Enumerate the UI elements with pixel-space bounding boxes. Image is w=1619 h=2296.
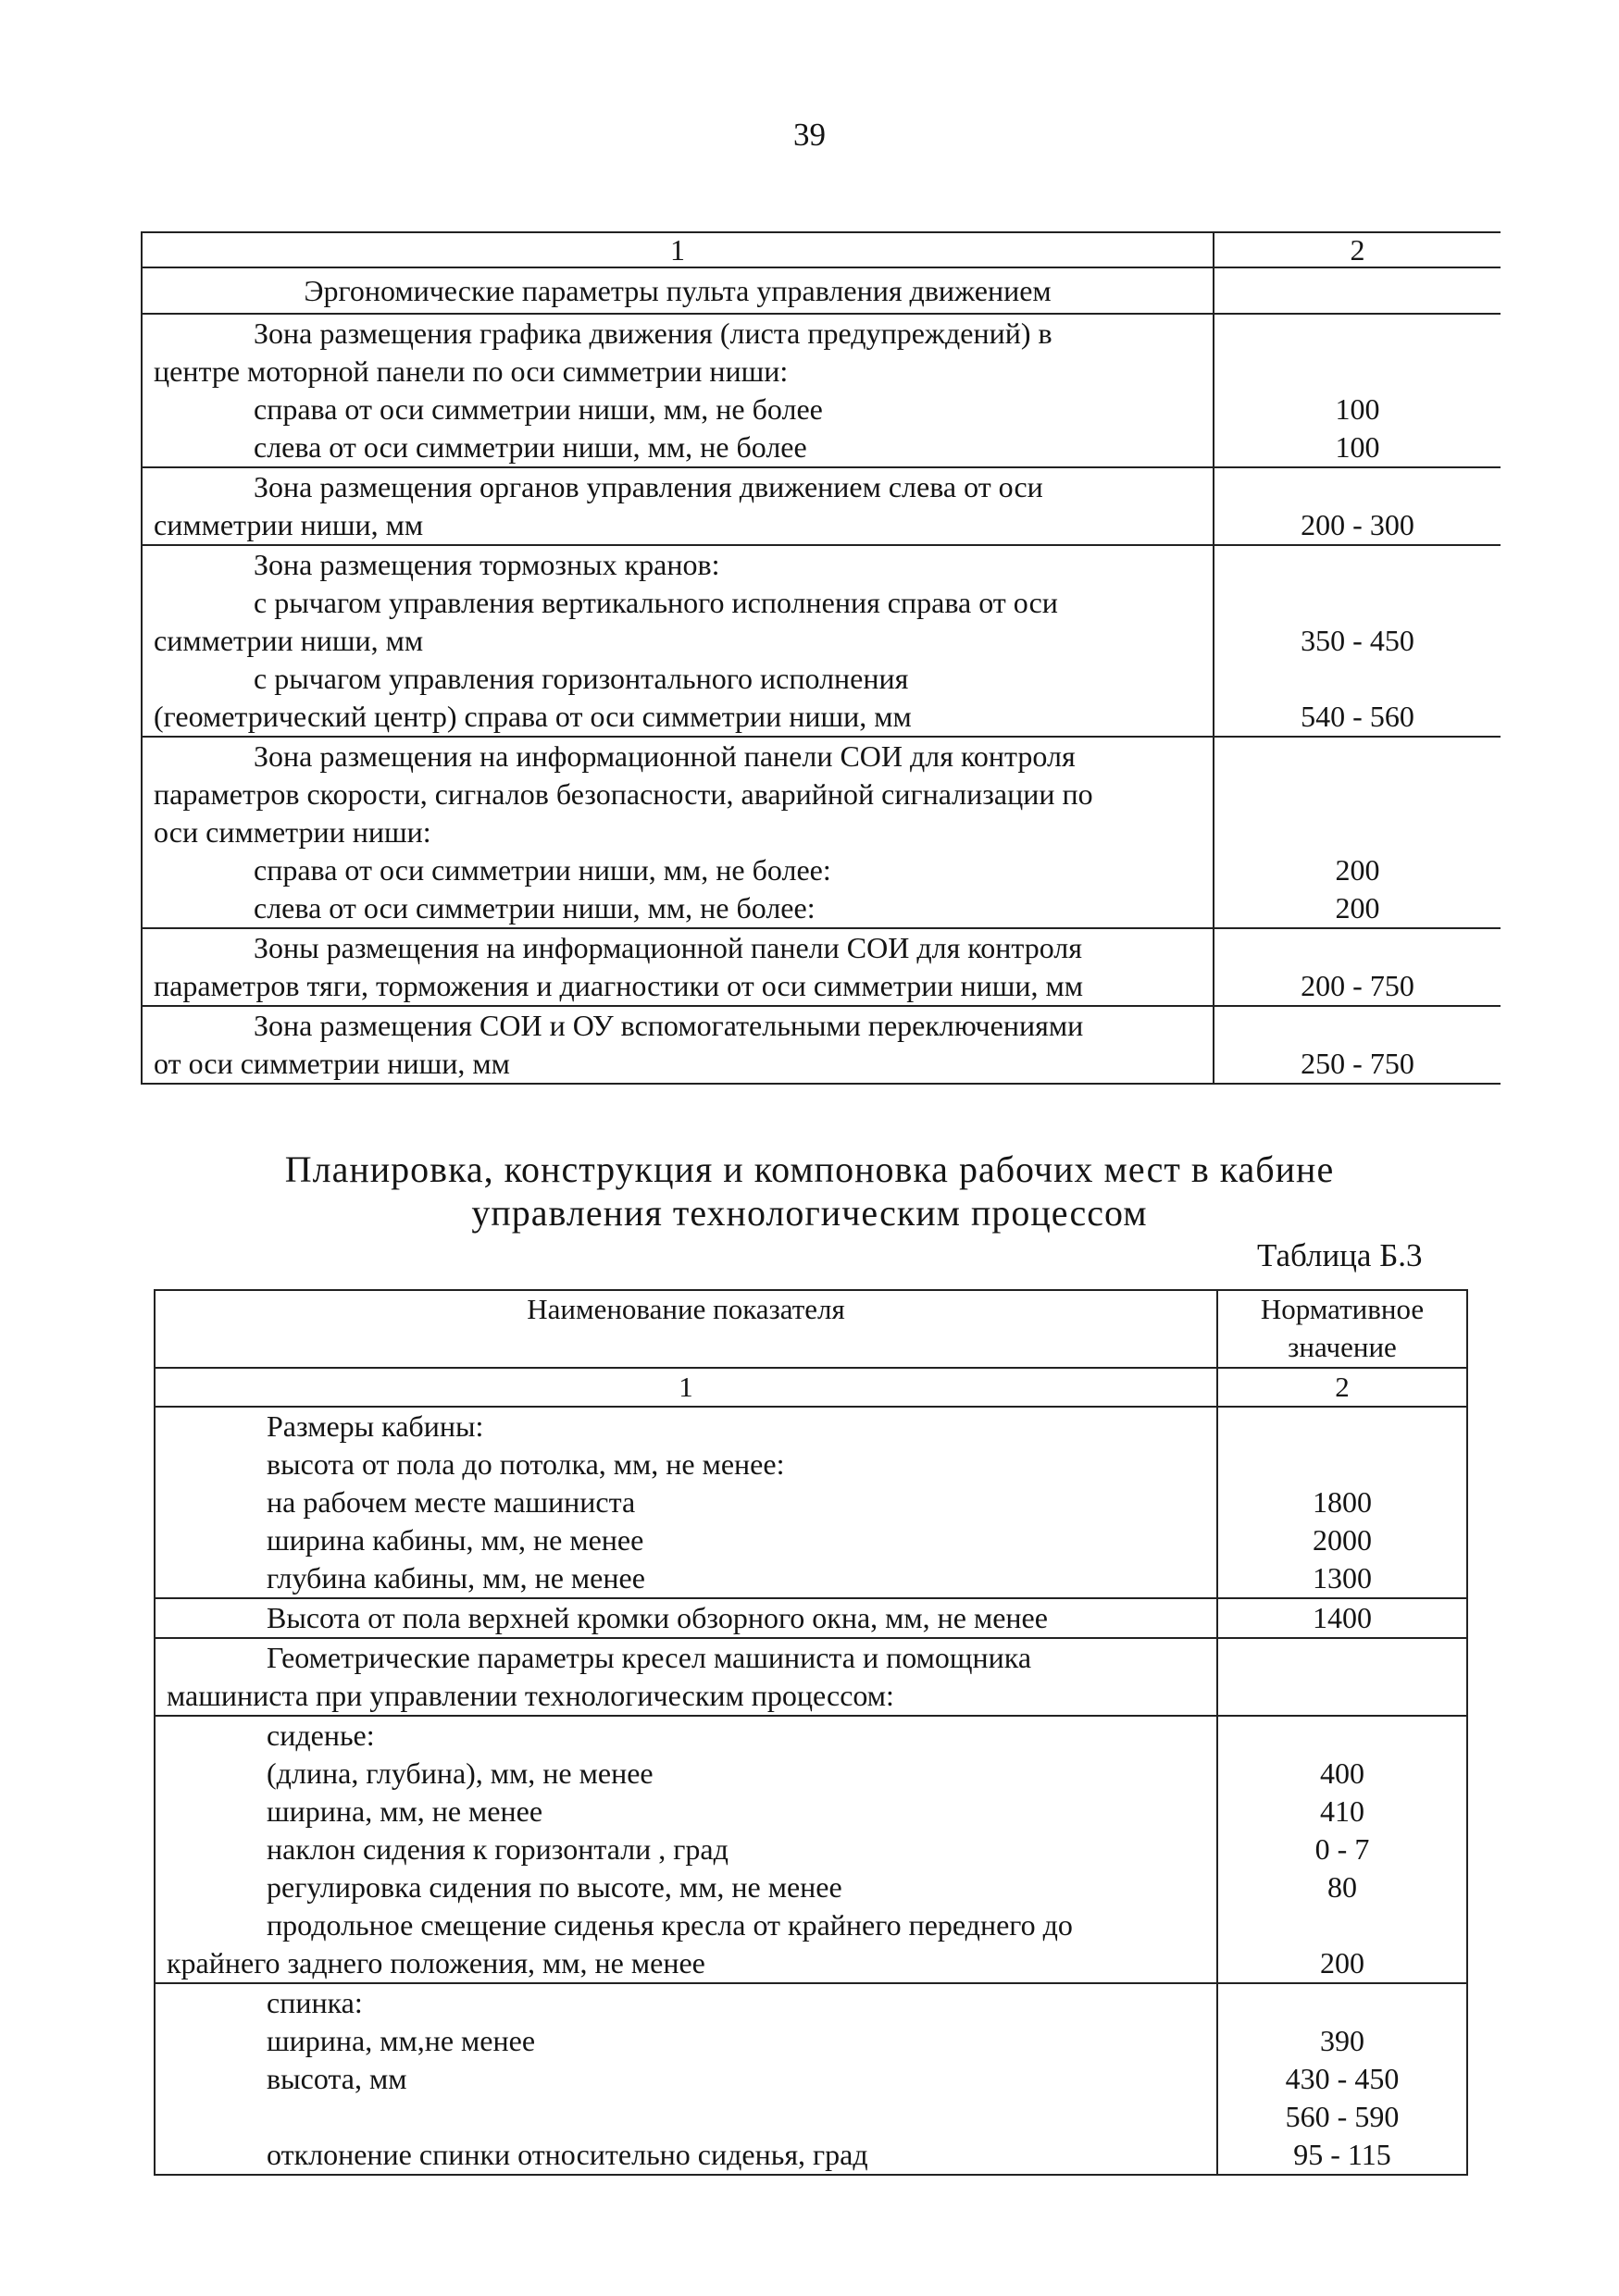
value-cell <box>1214 1006 1501 1084</box>
section-title-line-2: управления технологическим процессом <box>471 1192 1148 1234</box>
parameter-value <box>1218 1408 1466 1446</box>
section-heading-value <box>1214 267 1501 314</box>
parameter-text: центре моторной панели по оси симметрии ниши: <box>154 354 789 388</box>
value-cell <box>1217 1598 1467 1638</box>
parameter-value: 430 - 450 <box>1285 2062 1400 2095</box>
parameter-text: крайнего заднего положения, мм, не менее <box>167 1946 705 1980</box>
parameter-value <box>1214 660 1501 698</box>
parameter-value <box>1214 353 1501 391</box>
page-number: 39 <box>793 117 826 153</box>
parameter-text: отклонение спинки относительно сиденья, град <box>267 2138 868 2171</box>
table-row <box>155 1407 1467 1598</box>
parameter-cell <box>142 737 1214 928</box>
parameter-value: 2000 <box>1313 1523 1372 1557</box>
parameter-text: от оси симметрии ниши, мм <box>154 1047 510 1080</box>
parameter-value <box>1214 546 1501 584</box>
parameter-text: высота от пола до потолка, мм, не менее: <box>267 1447 785 1481</box>
parameter-value: 560 - 590 <box>1285 2100 1400 2133</box>
parameter-text: высота, мм <box>267 2062 407 2095</box>
value-cell <box>1214 467 1501 545</box>
value-cell <box>1214 545 1501 737</box>
parameter-value: 100 <box>1335 430 1380 464</box>
parameter-text: на рабочем месте машиниста <box>267 1485 636 1519</box>
parameter-value <box>1214 315 1501 353</box>
parameter-value <box>1218 1446 1466 1483</box>
value-cell <box>1214 314 1501 467</box>
parameter-cell <box>142 928 1214 1006</box>
parameter-value <box>1214 584 1501 622</box>
parameter-value: 200 <box>1335 853 1380 887</box>
parameter-cell <box>142 314 1214 467</box>
parameter-value: 200 <box>1320 1946 1364 1980</box>
parameter-value: 410 <box>1320 1794 1364 1828</box>
parameter-value <box>1214 1007 1501 1045</box>
parameter-text: оси симметрии ниши: <box>154 815 431 849</box>
parameter-value: 0 - 7 <box>1314 1832 1370 1866</box>
parameter-value <box>1218 1639 1466 1677</box>
parameter-text: регулировка сидения по высоте, мм, не менее <box>267 1870 842 1904</box>
parameter-cell <box>155 1638 1217 1716</box>
header-name: Наименование показателя <box>155 1290 1217 1368</box>
parameter-text: ширина, мм, не менее <box>267 1794 543 1828</box>
parameter-text: слева от оси симметрии ниши, мм, не более: <box>254 891 816 925</box>
table-header-row <box>155 1290 1467 1368</box>
parameter-text: (длина, глубина), мм, не менее <box>267 1756 654 1790</box>
table-row <box>142 467 1501 545</box>
parameter-text: Размеры кабины: <box>267 1409 484 1443</box>
parameter-text: симметрии ниши, мм <box>154 508 424 541</box>
column-number-1: 1 <box>155 1368 1217 1407</box>
table-caption: Таблица Б.3 <box>1257 1237 1423 1273</box>
parameter-text: симметрии ниши, мм <box>154 624 424 657</box>
parameter-text: наклон сидения к горизонтали , град <box>267 1832 729 1866</box>
parameter-value <box>1214 468 1501 506</box>
parameter-value: 1400 <box>1313 1601 1372 1634</box>
table-row <box>155 1716 1467 1983</box>
header-value-line-2: значение <box>1288 1331 1397 1363</box>
column-number-2: 2 <box>1217 1368 1467 1407</box>
parameter-value: 100 <box>1335 392 1380 426</box>
parameter-value: 250 - 750 <box>1301 1047 1414 1080</box>
parameter-text: с рычагом управления горизонтального исполнения <box>254 662 909 695</box>
table-row <box>142 1006 1501 1084</box>
column-number-row <box>155 1368 1467 1407</box>
column-number-2: 2 <box>1214 232 1501 267</box>
parameter-value <box>1214 776 1501 813</box>
header-value-line-1: Нормативное <box>1260 1293 1425 1325</box>
parameter-value: 1300 <box>1313 1561 1372 1595</box>
parameter-text: справа от оси симметрии ниши, мм, не более: <box>254 853 831 887</box>
parameter-cell <box>142 1006 1214 1084</box>
parameter-text: Геометрические параметры кресел машиниста и помощника <box>267 1641 1032 1674</box>
parameter-value: 400 <box>1320 1756 1364 1790</box>
parameter-value <box>1218 1717 1466 1755</box>
parameter-value: 350 - 450 <box>1301 624 1414 657</box>
table-row <box>142 928 1501 1006</box>
parameter-text: Зоны размещения на информационной панели СОИ для контроля <box>254 931 1082 964</box>
table-row <box>142 545 1501 737</box>
column-number-1: 1 <box>142 232 1214 267</box>
parameter-text: сиденье: <box>267 1719 375 1752</box>
parameter-text: справа от оси симметрии ниши, мм, не более <box>254 392 823 426</box>
ergonomic-parameters-table <box>141 231 1501 1085</box>
parameter-text <box>167 2098 1209 2136</box>
parameter-value: 390 <box>1320 2024 1364 2057</box>
parameter-value <box>1218 1984 1466 2022</box>
parameter-text: (геометрический центр) справа от оси симметрии ниши, мм <box>154 700 912 733</box>
value-cell <box>1217 1638 1467 1716</box>
parameter-cell <box>155 1598 1217 1638</box>
parameter-cell <box>155 1983 1217 2175</box>
parameter-text: Зона размещения на информационной панели СОИ для контроля <box>254 739 1076 773</box>
parameter-value: 200 - 750 <box>1301 969 1414 1002</box>
parameter-value <box>1214 738 1501 776</box>
parameter-value: 200 - 300 <box>1301 508 1414 541</box>
column-number-row <box>142 232 1501 267</box>
header-value <box>1217 1290 1467 1368</box>
parameter-text: спинка: <box>267 1986 363 2019</box>
parameter-value <box>1214 929 1501 967</box>
parameter-text: с рычагом управления вертикального исполнения справа от оси <box>254 586 1058 619</box>
parameter-text: параметров скорости, сигналов безопасности, аварийной сигнализации по <box>154 777 1093 811</box>
section-heading: Эргономические параметры пульта управления движением <box>142 267 1214 314</box>
parameter-text: машиниста при управлении технологическим процессом: <box>167 1679 894 1712</box>
table-row <box>155 1598 1467 1638</box>
parameter-text: ширина кабины, мм, не менее <box>267 1523 644 1557</box>
parameter-cell <box>142 545 1214 737</box>
parameter-value <box>1214 813 1501 851</box>
parameter-text: Зона размещения графика движения (листа предупреждений) в <box>254 316 1052 350</box>
section-title-line-1: Планировка, конструкция и компоновка рабочих мест в кабине <box>284 1148 1335 1190</box>
table-row <box>142 737 1501 928</box>
parameter-value: 80 <box>1327 1870 1357 1904</box>
parameter-text: Высота от пола верхней кромки обзорного окна, мм, не менее <box>267 1601 1048 1634</box>
table-row <box>155 1983 1467 2175</box>
parameter-value <box>1218 1677 1466 1715</box>
parameter-value: 200 <box>1335 891 1380 925</box>
parameter-value: 1800 <box>1313 1485 1372 1519</box>
table-row <box>142 314 1501 467</box>
value-cell <box>1217 1407 1467 1598</box>
parameter-value: 95 - 115 <box>1293 2138 1391 2171</box>
value-cell <box>1214 928 1501 1006</box>
value-cell <box>1217 1716 1467 1983</box>
cabin-layout-table <box>154 1289 1468 2176</box>
parameter-text: продольное смещение сиденья кресла от крайнего переднего до <box>267 1908 1073 1942</box>
parameter-text: глубина кабины, мм, не менее <box>267 1561 645 1595</box>
parameter-text: параметров тяги, торможения и диагностики от оси симметрии ниши, мм <box>154 969 1084 1002</box>
parameter-text: Зона размещения тормозных кранов: <box>254 548 720 581</box>
parameter-text: Зона размещения органов управления движением слева от оси <box>254 470 1043 503</box>
table-row <box>155 1638 1467 1716</box>
parameter-value: 540 - 560 <box>1301 700 1414 733</box>
value-cell <box>1214 737 1501 928</box>
parameter-cell <box>155 1716 1217 1983</box>
parameter-text: слева от оси симметрии ниши, мм, не более <box>254 430 807 464</box>
parameter-cell <box>142 467 1214 545</box>
parameter-cell <box>155 1407 1217 1598</box>
parameter-text: Зона размещения СОИ и ОУ вспомогательными переключениями <box>254 1009 1084 1042</box>
parameter-text: ширина, мм,не менее <box>267 2024 536 2057</box>
parameter-value <box>1218 1906 1466 1944</box>
value-cell <box>1217 1983 1467 2175</box>
section-heading-row <box>142 267 1501 314</box>
